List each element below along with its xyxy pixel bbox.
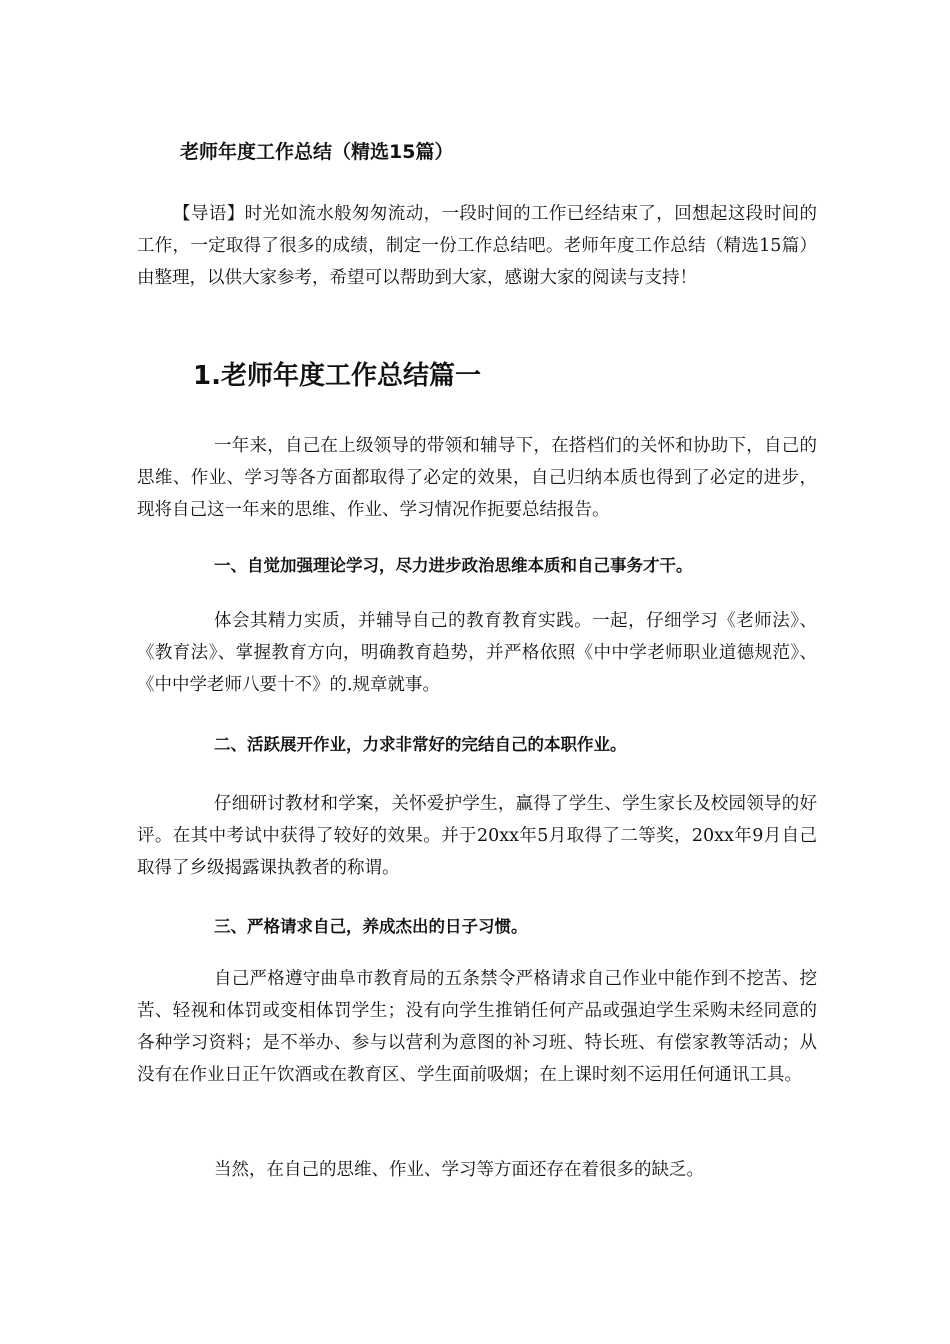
- paragraph-2: 体会其精力实质，并辅导自己的教育教育实践。一起，仔细学习《老师法》、《教育法》、掌握教育方向，明确教育趋势，并严格依照《中中学老师职业道德规范》、《中中学老师八要十不》的.规章就事。: [137, 611, 817, 695]
- section-heading: 1.老师年度工作总结篇一: [193, 361, 481, 391]
- paragraph-3: 仔细研讨教材和学案，关怀爱护学生，赢得了学生、学生家长及校园领导的好评。在其中考试中获得了较好的效果。并于20xx年5月取得了二等奖，20xx年9月自己取得了乡级揭露课执教者的称谓。: [137, 794, 817, 878]
- paragraph-1: 一年来，自己在上级领导的带领和辅导下，在搭档们的关怀和协助下，自己的思维、作业、学习等各方面都取得了必定的效果，自己归纳本质也得到了必定的进步，现将自己这一年来的思维、作业、学习情况作扼要总结报告。: [137, 436, 817, 520]
- subheading-3: 三、严格请求自己，养成杰出的日子习惯。: [214, 917, 528, 936]
- subheading-1: 一、自觉加强理论学习，尽力进步政治思维本质和自己事务才干。: [214, 556, 693, 575]
- subheading-2: 二、活跃展开作业，力求非常好的完结自己的本职作业。: [214, 735, 627, 754]
- paragraph-5: 当然，在自己的思维、作业、学习等方面还存在着很多的缺乏。: [214, 1160, 704, 1180]
- paragraph-4: 自己严格遵守曲阜市教育局的五条禁令严格请求自己作业中能作到不挖苦、挖苦、轻视和体罚或变相体罚学生；没有向学生推销任何产品或强迫学生采购未经同意的各种学习资料；是不举办、参与以营利为意图的补习班、特长班、有偿家教等活动；从没有在作业日正午饮酒或在教育区、学生面前吸烟；在上课时刻不运用任何通讯工具。: [137, 969, 817, 1085]
- intro-paragraph: 【导语】时光如流水般匆匆流动，一段时间的工作已经结束了，回想起这段时间的工作，一定取得了很多的成绩，制定一份工作总结吧。老师年度工作总结（精选15篇）由整理，以供大家参考，希望可以帮助到大家，感谢大家的阅读与支持！: [137, 204, 817, 288]
- document-title: 老师年度工作总结（精选15篇）: [180, 141, 454, 163]
